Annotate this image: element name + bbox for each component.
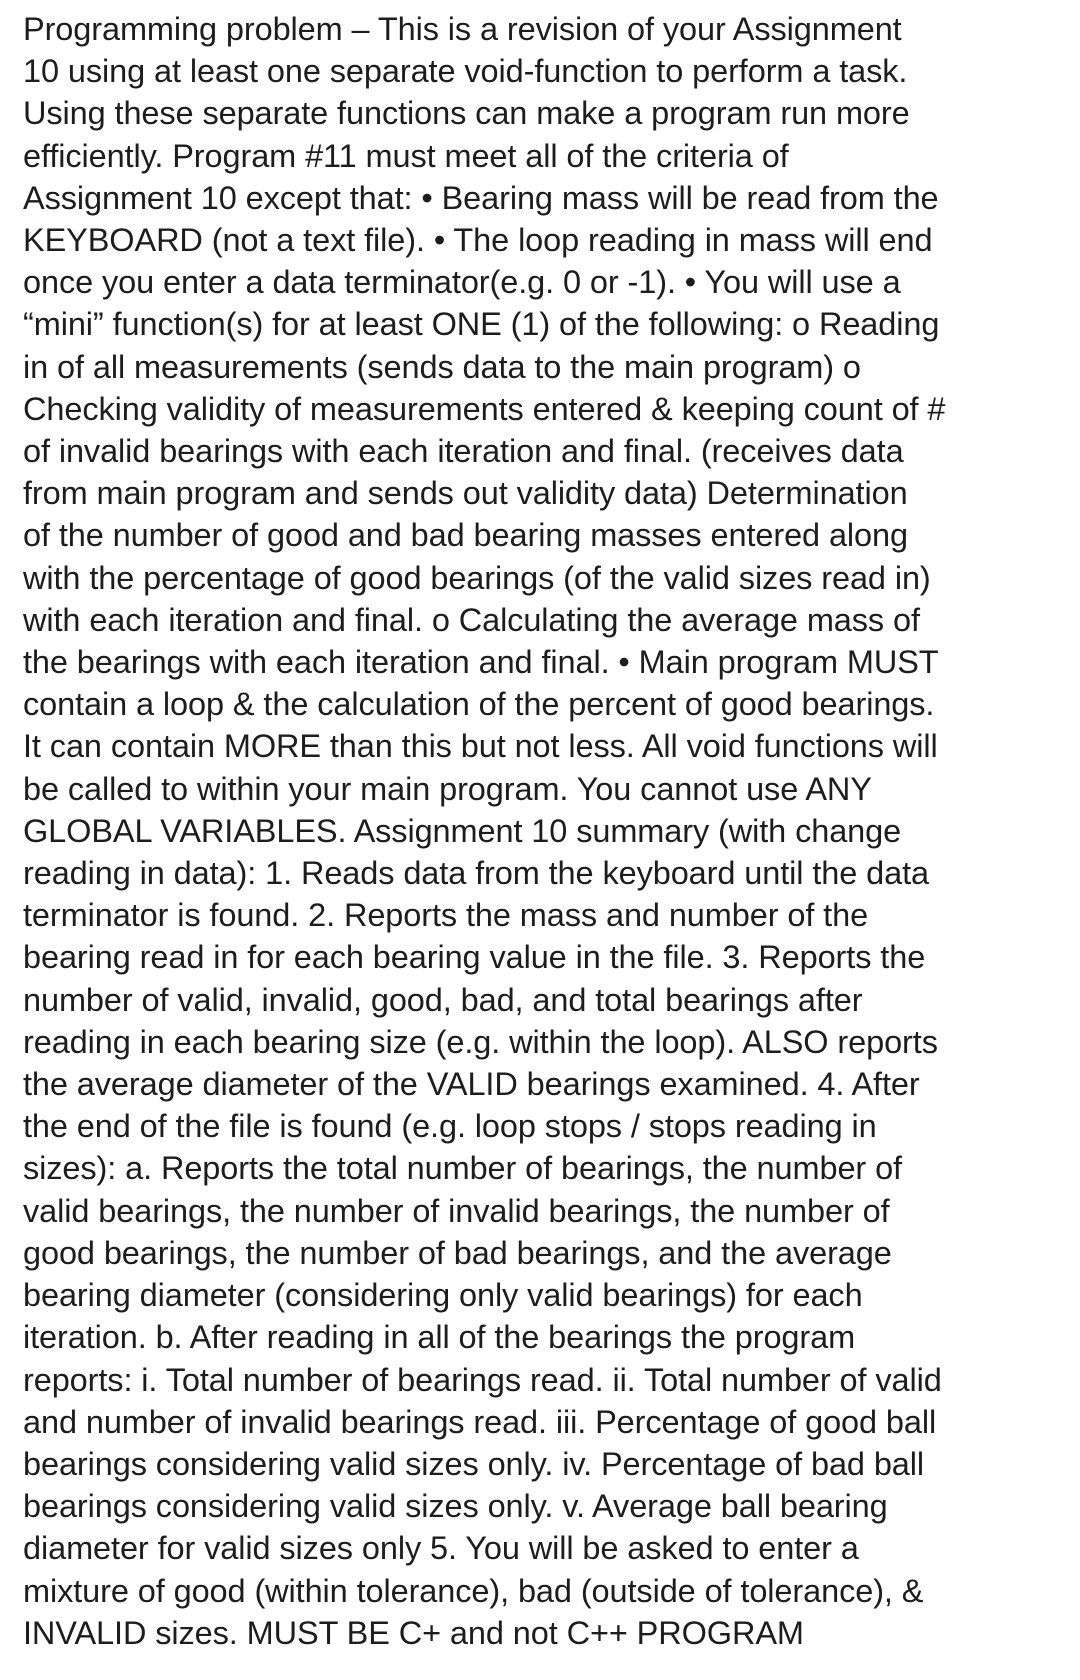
text-line: once you enter a data terminator(e.g. 0 or -1). • You will use a bbox=[23, 264, 901, 301]
text-line: reading in each bearing size (e.g. within the loop). ALSO reports bbox=[23, 1023, 938, 1060]
text-line: Using these separate functions can make a program run more bbox=[23, 95, 910, 132]
text-line: of the number of good and bad bearing masses entered along bbox=[23, 517, 908, 554]
text-line: “mini” function(s) for at least ONE (1) of the following: o Reading bbox=[23, 306, 940, 343]
text-line: valid bearings, the number of invalid bearings, the number of bbox=[23, 1192, 890, 1229]
text-line: sizes): a. Reports the total number of bearings, the number of bbox=[23, 1150, 902, 1187]
text-line: KEYBOARD (not a text file). • The loop reading in mass will end bbox=[23, 222, 933, 259]
text-line: number of valid, invalid, good, bad, and total bearings after bbox=[23, 981, 863, 1018]
text-line: bearings considering valid sizes only. v. Average ball bearing bbox=[23, 1488, 888, 1525]
text-line: the bearings with each iteration and final. • Main program MUST bbox=[23, 644, 939, 681]
text-line: terminator is found. 2. Reports the mass and number of the bbox=[23, 897, 869, 934]
text-line: and number of invalid bearings read. iii. Percentage of good ball bbox=[23, 1403, 937, 1440]
text-line: with each iteration and final. o Calculating the average mass of bbox=[23, 601, 920, 638]
text-line: be called to within your main program. You cannot use ANY bbox=[23, 770, 872, 807]
text-line: contain a loop & the calculation of the percent of good bearings. bbox=[23, 686, 935, 723]
text-line: GLOBAL VARIABLES. Assignment 10 summary (with change bbox=[23, 812, 902, 849]
text-line: of invalid bearings with each iteration and final. (receives data bbox=[23, 433, 904, 470]
text-line: with the percentage of good bearings (of the valid sizes read in) bbox=[23, 559, 931, 596]
text-line: diameter for valid sizes only 5. You will be asked to enter a bbox=[23, 1530, 859, 1567]
text-line: mixture of good (within tolerance), bad (outside of tolerance), & bbox=[23, 1572, 924, 1609]
text-line: reading in data): 1. Reads data from the keyboard until the data bbox=[23, 855, 929, 892]
text-line: the end of the file is found (e.g. loop stops / stops reading in bbox=[23, 1108, 877, 1145]
text-line: bearing read in for each bearing value in the file. 3. Reports the bbox=[23, 939, 926, 976]
text-line: Assignment 10 except that: • Bearing mass will be read from the bbox=[23, 179, 939, 216]
text-line: INVALID sizes. MUST BE C+ and not C++ PROGRAM bbox=[23, 1614, 804, 1651]
text-line: the average diameter of the VALID bearings examined. 4. After bbox=[23, 1066, 920, 1103]
assignment-text bbox=[23, 8, 1073, 1654]
text-line: Checking validity of measurements entered & keeping count of # bbox=[23, 390, 946, 427]
text-line: bearing diameter (considering only valid bearings) for each bbox=[23, 1277, 863, 1314]
text-line: Programming problem – This is a revision of your Assignment bbox=[23, 11, 902, 47]
text-line: from main program and sends out validity data) Determination bbox=[23, 475, 908, 512]
text-line: It can contain MORE than this but not less. All void functions will bbox=[23, 728, 938, 765]
text-line: efficiently. Program #11 must meet all of the criteria of bbox=[23, 137, 789, 174]
text-line: bearings considering valid sizes only. iv. Percentage of bad ball bbox=[23, 1445, 925, 1482]
text-line: 10 using at least one separate void-function to perform a task. bbox=[23, 53, 908, 90]
text-line: good bearings, the number of bad bearings, and the average bbox=[23, 1234, 892, 1271]
text-line: in of all measurements (sends data to the main program) o bbox=[23, 348, 861, 385]
text-line: iteration. b. After reading in all of the bearings the program bbox=[23, 1319, 856, 1356]
text-line: reports: i. Total number of bearings read. ii. Total number of valid bbox=[23, 1361, 942, 1398]
